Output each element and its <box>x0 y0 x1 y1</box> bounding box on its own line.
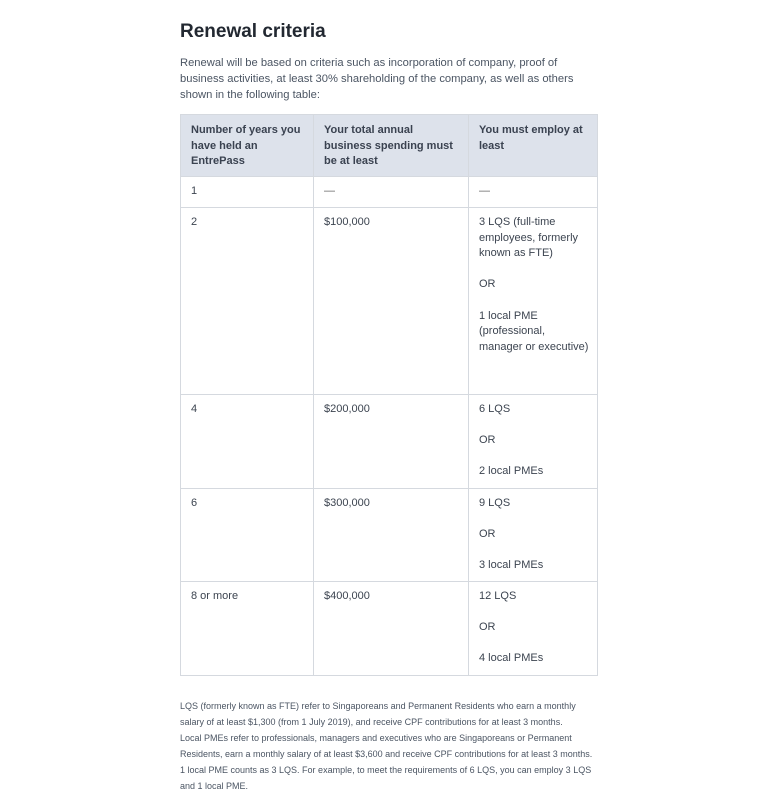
cell-years: 2 <box>181 208 314 395</box>
header-spending: Your total annual business spending must be at least <box>314 115 469 177</box>
cell-employ <box>469 208 598 395</box>
footnote-local-pme: Local PMEs refer to professionals, managers and executives who are Singaporeans or Permanent Residents, earn a monthly salary of at least $3,600 and receive CPF contributions for at least 3 months. <box>180 732 593 759</box>
employ-option: 1 local PME (professional, manager or executive) <box>479 309 589 353</box>
employ-option: 6 LQS <box>479 403 511 415</box>
table-row <box>181 177 598 208</box>
cell-spending: — <box>314 177 469 208</box>
employ-or: OR <box>479 621 496 634</box>
content-section <box>180 18 597 103</box>
cell-spending: $200,000 <box>314 395 469 489</box>
employ-option: 4 local PMEs <box>479 652 544 665</box>
employ-option: 2 local PMEs <box>479 465 544 478</box>
employ-or: OR <box>479 434 496 447</box>
cell-employ <box>469 489 598 582</box>
table-row <box>181 395 598 489</box>
intro-paragraph: Renewal will be based on criteria such as incorporation of company, proof of business activities, at least 30% shareholding of the company, as well as others shown in the following table: <box>180 57 574 101</box>
table-header-row <box>181 115 598 177</box>
cell-employ <box>469 395 598 489</box>
cell-employ <box>469 582 598 676</box>
employ-option: 12 LQS <box>479 590 517 602</box>
cell-spending: $400,000 <box>314 582 469 676</box>
table-row <box>181 489 598 582</box>
footnotes <box>180 699 600 794</box>
cell-employ: — <box>469 177 598 208</box>
footnote-lqs: LQS (formerly known as FTE) refer to Singaporeans and Permanent Residents who earn a monthly salary of at least $1,300 (from 1 July 2019), and receive CPF contributions for at least 3 months. <box>180 701 576 727</box>
cell-years: 1 <box>181 177 314 208</box>
table-row <box>181 582 598 676</box>
section-heading: Renewal criteria <box>180 21 326 42</box>
employ-option: 9 LQS <box>479 497 511 509</box>
header-employ: You must employ at least <box>469 115 598 177</box>
table-row <box>181 208 598 395</box>
employ-option: 3 LQS (full-time employees, formerly known as FTE) <box>479 216 579 260</box>
header-years: Number of years you have held an EntrePass <box>181 115 314 177</box>
renewal-criteria-table <box>180 114 598 676</box>
employ-option: 3 local PMEs <box>479 559 544 572</box>
employ-or: OR <box>479 278 496 291</box>
cell-spending: $300,000 <box>314 489 469 582</box>
footnote-pme-equivalence: 1 local PME counts as 3 LQS. For example, to meet the requirements of 6 LQS, you can employ 3 LQS and 1 local PME. <box>180 764 592 791</box>
cell-spending: $100,000 <box>314 208 469 395</box>
cell-years: 6 <box>181 489 314 582</box>
cell-years: 4 <box>181 395 314 489</box>
cell-years: 8 or more <box>181 582 314 676</box>
employ-or: OR <box>479 528 496 541</box>
